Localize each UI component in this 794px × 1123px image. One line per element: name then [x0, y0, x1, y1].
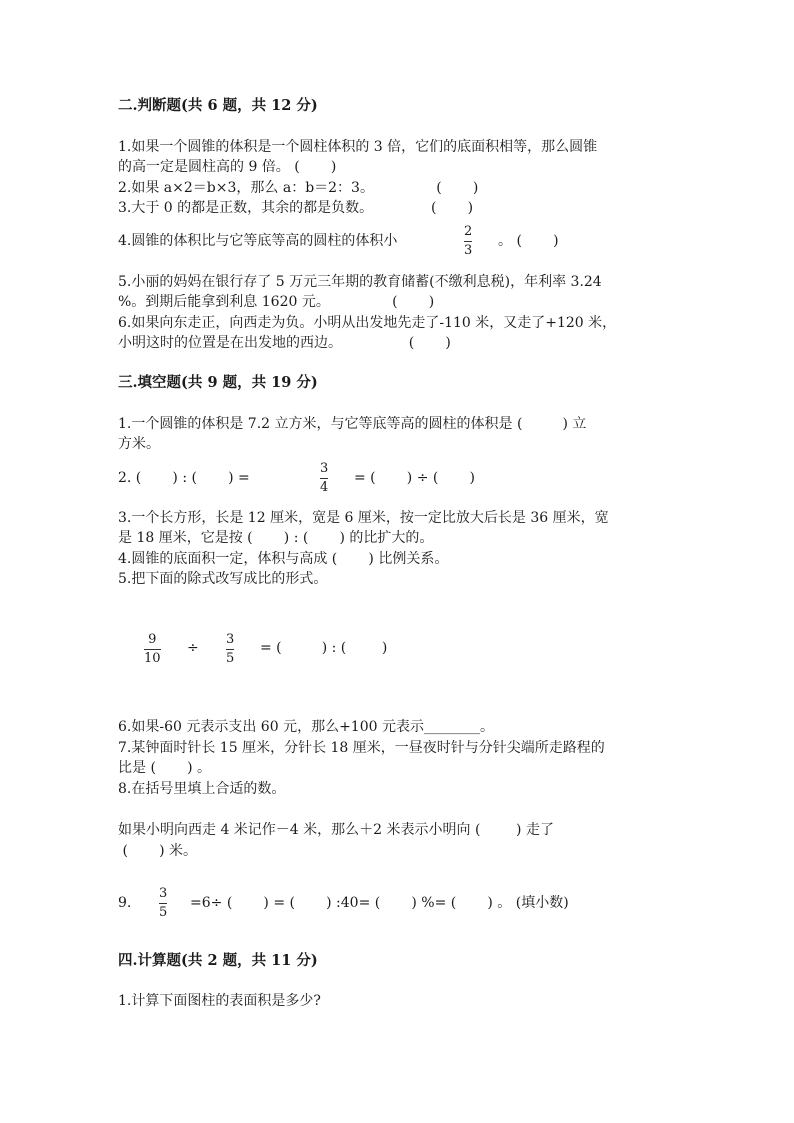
- judge-q5-line1: 5.小丽的妈妈在银行存了 5 万元三年期的教育储蓄(不缴利息税)，年利率 3.24: [118, 274, 602, 290]
- fill-q5-divide-sign: ÷: [187, 640, 199, 656]
- judge-q4-text: 4.圆锥的体积比与它等底等高的圆柱的体积小: [118, 233, 398, 249]
- fill-q2-fraction: [320, 461, 328, 496]
- fraction-denominator: 3: [464, 243, 473, 258]
- fraction-denominator: 10: [144, 651, 161, 666]
- fill-q5-fraction-1: [144, 632, 161, 667]
- judge-q6-line1: 6.如果向东走正，向西走为负。小明从出发地先走了-110 米，又走了+120 米，: [118, 315, 617, 331]
- fraction-numerator: 3: [320, 461, 329, 476]
- fraction-denominator: 5: [159, 905, 168, 920]
- fraction-numerator: 3: [226, 632, 235, 647]
- fill-q2-left: 2. ( ) : ( ) =: [118, 470, 250, 486]
- fill-q8-line1: 如果小明向西走 4 米记作－4 米，那么＋2 米表示小明向 ( ) 走了: [118, 822, 554, 838]
- fill-q8: 8.在括号里填上合适的数。: [118, 781, 286, 797]
- fill-q3-line2: 是 18 厘米，它是按 ( ) : ( ) 的比扩大的。: [118, 530, 434, 546]
- fraction-bar: [464, 241, 472, 242]
- fill-q2-right: = ( ) ÷ ( ): [354, 470, 475, 486]
- fill-q9-fraction: [159, 886, 167, 921]
- fill-q7-line1: 7.某钟面时针长 15 厘米，分针长 18 厘米，一昼夜时针与分针尖端所走路程的: [118, 740, 605, 756]
- fraction-bar: [159, 903, 167, 904]
- fill-q5-tail: = ( ) : ( ): [260, 640, 388, 656]
- judge-q6-line2: 小明这时的位置是在出发地的西边。 ( ): [118, 335, 451, 351]
- fill-q9-number: 9.: [118, 895, 132, 911]
- fill-q1-line1: 1.一个圆锥的体积是 7.2 立方米，与它等底等高的圆柱的体积是 ( ) 立: [118, 416, 587, 432]
- fill-q8-line2: ( ) 米。: [118, 843, 197, 859]
- fill-q5: 5.把下面的除式改写成比的形式。: [118, 571, 328, 587]
- fill-q3-line1: 3.一个长方形，长是 12 厘米，宽是 6 厘米，按一定比放大后长是 36 厘米，宽: [118, 510, 609, 526]
- judge-q4-fraction: [464, 224, 472, 259]
- fraction-bar: [144, 649, 161, 650]
- section-title-fill: 三.填空题(共 9 题，共 19 分): [118, 374, 318, 391]
- calc-q1: 1.计算下面图柱的表面积是多少?: [118, 993, 321, 1009]
- section-title-judge: 二.判断题(共 6 题，共 12 分): [118, 97, 318, 114]
- judge-q1-line1: 1.如果一个圆锥的体积是一个圆柱体积的 3 倍，它们的底面积相等，那么圆锥: [118, 139, 598, 155]
- fraction-numerator: 3: [159, 886, 168, 901]
- judge-q1-line2: 的高一定是圆柱高的 9 倍。 ( ): [118, 159, 337, 175]
- judge-q3: 3.大于 0 的都是正数，其余的都是负数。 ( ): [118, 200, 474, 216]
- fill-q6: 6.如果-60 元表示支出 60 元，那么+100 元表示________。: [118, 719, 494, 735]
- fraction-numerator: 9: [148, 632, 157, 647]
- judge-q5-line2: %。到期后能拿到利息 1620 元。 ( ): [118, 294, 435, 310]
- fraction-bar: [226, 649, 234, 650]
- fraction-denominator: 4: [320, 480, 329, 495]
- fill-q7-line2: 比是 ( ) 。: [118, 760, 211, 776]
- section-title-calc: 四.计算题(共 2 题，共 11 分): [118, 952, 318, 969]
- fraction-denominator: 5: [226, 651, 235, 666]
- fill-q1-line2: 方米。: [118, 436, 160, 452]
- fill-q4: 4.圆锥的底面积一定，体积与高成 ( ) 比例关系。: [118, 551, 449, 567]
- fill-q5-fraction-2: [226, 632, 234, 667]
- judge-q2: 2.如果 a×2＝b×3，那么 a：b＝2：3。 ( ): [118, 180, 479, 196]
- fraction-numerator: 2: [464, 224, 473, 239]
- fill-q9-tail: =6÷ ( ) = ( ) :40= ( ) %= ( ) 。 (填小数): [190, 895, 569, 911]
- fraction-bar: [320, 478, 328, 479]
- judge-q4-tail: 。 ( ): [498, 233, 559, 249]
